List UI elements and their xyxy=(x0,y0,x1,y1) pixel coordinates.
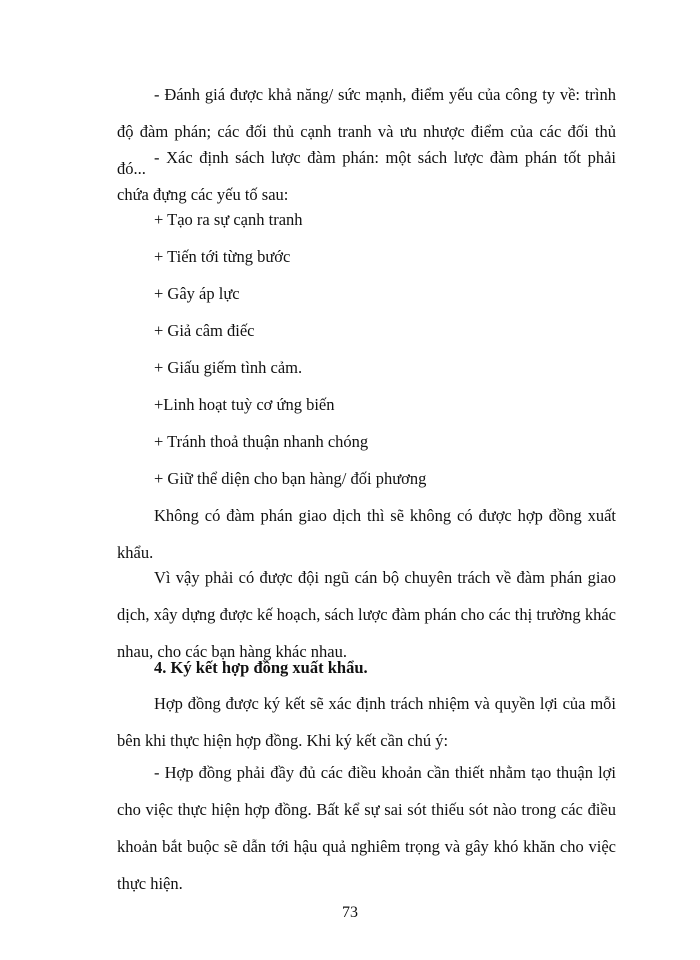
bullet-item: + Tránh thoả thuận nhanh chóng xyxy=(154,432,369,451)
paragraph-negotiation-strategy: - Xác định sách lược đàm phán: một sách lược đàm phán tốt phải chứa đựng các yếu tố sau: xyxy=(117,148,616,204)
bullet-item: + Gây áp lực xyxy=(154,284,240,303)
bullet-item: + Giấu giếm tình cảm. xyxy=(154,358,303,377)
bullet-item: + Giả câm điếc xyxy=(154,321,255,340)
section-heading: 4. Ký kết hợp đồng xuất khẩu. xyxy=(154,658,368,677)
bullet-item: +Linh hoạt tuỳ cơ ứng biến xyxy=(154,395,335,414)
paragraph-contract-terms: - Hợp đồng phải đầy đủ các điều khoản cần thiết nhằm tạo thuận lợi cho việc thực hiện hợp đồng. Bất kể sự sai sót thiếu sót nào trong các điều khoản bắt buộc sẽ dẫn tới hậu quả nghiêm trọng và gây khó khăn cho việc thực hiện. xyxy=(117,763,616,893)
paragraph-contract-signed: Hợp đồng được ký kết sẽ xác định trách nhiệm và quyền lợi của mỗi bên khi thực hiện hợp đồng. Khi ký kết cần chú ý: xyxy=(117,694,616,750)
page-number: 73 xyxy=(342,904,358,921)
paragraph-staff-team: Vì vậy phải có được đội ngũ cán bộ chuyên trách về đàm phán giao dịch, xây dựng được kế hoạch, sách lược đàm phán cho các thị trường khác nhau, cho các bạn hàng khác nhau. xyxy=(117,568,616,661)
bullet-item: + Tạo ra sự cạnh tranh xyxy=(154,210,303,229)
paragraph-assess-strengths: - Đánh giá được khả năng/ sức mạnh, điểm yếu của công ty về: trình độ đàm phán; các đối thủ cạnh tranh và ưu nhược điểm của các đối thủ đó... xyxy=(117,85,616,178)
bullet-item: + Giữ thể diện cho bạn hàng/ đối phương xyxy=(154,469,427,488)
paragraph-no-negotiation: Không có đàm phán giao dịch thì sẽ không có được hợp đồng xuất khẩu. xyxy=(117,506,616,562)
bullet-item: + Tiến tới từng bước xyxy=(154,247,291,266)
